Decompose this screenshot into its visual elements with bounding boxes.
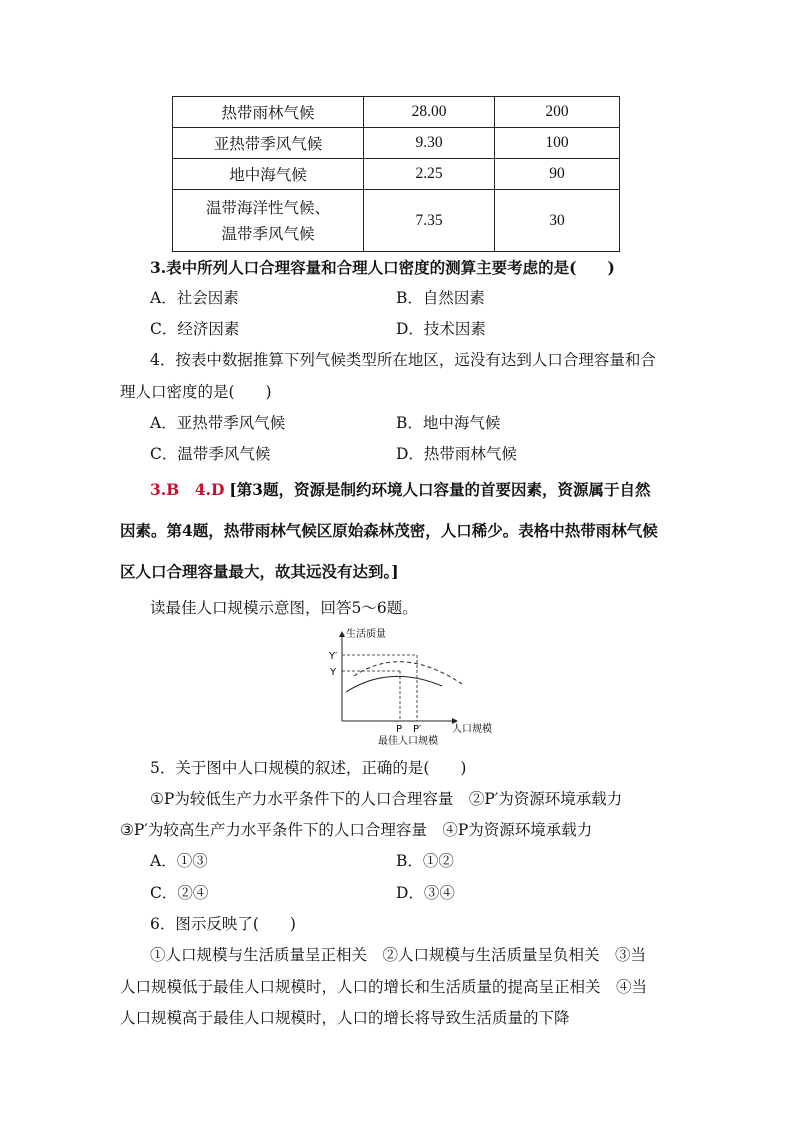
table-cell bbox=[173, 190, 364, 252]
table-cell: 90 bbox=[495, 159, 620, 190]
q4-stem-line1: 4．按表中数据推算下列气候类型所在地区，远没有达到人口合理容量和合 bbox=[150, 351, 656, 369]
q4-stem-line2: 理人口密度的是( ) bbox=[120, 383, 272, 401]
table-cell: 30 bbox=[495, 190, 620, 252]
solid-curve bbox=[346, 676, 442, 692]
climate-table bbox=[172, 96, 620, 252]
table-cell: 亚热带季风气候 bbox=[173, 128, 364, 159]
answer-key: 3.B 4.D bbox=[150, 480, 225, 499]
table-cell: 7.35 bbox=[364, 190, 495, 252]
q6-statement-line3: 人口规模高于最佳人口规模时，人口的增长将导致生活质量的下降 bbox=[120, 1009, 570, 1027]
q5-option-a: A．①③ bbox=[150, 852, 208, 870]
q4-option-a: A．亚热带季风气候 bbox=[150, 414, 286, 432]
answer-34-line2: 因素。第4题，热带雨林气候区原始森林茂密，人口稀少。表格中热带雨林气候 bbox=[120, 521, 658, 540]
answer-34-line3: 区人口合理容量最大，故其远没有达到。] bbox=[120, 562, 399, 581]
table-cell: 100 bbox=[495, 128, 620, 159]
table-cell: 地中海气候 bbox=[173, 159, 364, 190]
figure-caption: 最佳人口规模 bbox=[378, 736, 438, 746]
q4-option-d: D．热带雨林气候 bbox=[396, 445, 517, 463]
q5-stem: 5．关于图中人口规模的叙述，正确的是( ) bbox=[150, 759, 467, 777]
y-mark: Y bbox=[330, 667, 337, 678]
optimal-population-figure bbox=[320, 626, 520, 746]
q6-stem: 6．图示反映了( ) bbox=[150, 915, 296, 933]
q5-option-b: B．①② bbox=[396, 852, 454, 870]
intro-56: 读最佳人口规模示意图，回答5～6题。 bbox=[150, 599, 418, 617]
q4-option-c: C．温带季风气候 bbox=[150, 445, 271, 463]
q3-option-c: C．经济因素 bbox=[150, 320, 240, 338]
q3-option-b: B．自然因素 bbox=[396, 289, 485, 307]
table-cell: 28.00 bbox=[364, 97, 495, 128]
q6-statement-line1: ①人口规模与生活质量呈正相关 ②人口规模与生活质量呈负相关 ③当 bbox=[150, 946, 647, 964]
answer-explanation: [第3题，资源是制约环境人口容量的首要因素，资源属于自然 bbox=[229, 480, 651, 499]
y-axis-label: 生活质量 bbox=[346, 629, 386, 640]
table-cell: 9.30 bbox=[364, 128, 495, 159]
q5-statement-line2: ③P′为较高生产力水平条件下的人口合理容量 ④P为资源环境承载力 bbox=[120, 821, 593, 839]
p-prime-mark: P′ bbox=[413, 724, 422, 735]
table-cell-line: 温带海洋性气候、 bbox=[205, 198, 330, 217]
q5-option-d: D．③④ bbox=[396, 884, 455, 902]
q3-stem: 3.表中所列人口合理容量和合理人口密度的测算主要考虑的是( ) bbox=[150, 258, 615, 277]
table-cell-line: 温带季风气候 bbox=[221, 224, 315, 243]
y-prime-mark: Y′ bbox=[329, 651, 338, 662]
q3-option-d: D．技术因素 bbox=[396, 320, 486, 338]
table-cell: 200 bbox=[495, 97, 620, 128]
q4-option-b: B．地中海气候 bbox=[396, 414, 501, 432]
answer-34-line1 bbox=[150, 480, 650, 500]
p-mark: P bbox=[396, 724, 403, 735]
table-cell: 2.25 bbox=[364, 159, 495, 190]
q3-option-a: A．社会因素 bbox=[150, 289, 239, 307]
x-axis-label: 人口规模 bbox=[452, 724, 492, 735]
q5-statement-line1: ①P为较低生产力水平条件下的人口合理容量 ②P′为资源环境承载力 bbox=[150, 790, 623, 808]
table-cell: 热带雨林气候 bbox=[173, 97, 364, 128]
q5-option-c: C．②④ bbox=[150, 884, 209, 902]
q6-statement-line2: 人口规模低于最佳人口规模时，人口的增长和生活质量的提高呈正相关 ④当 bbox=[120, 978, 648, 996]
